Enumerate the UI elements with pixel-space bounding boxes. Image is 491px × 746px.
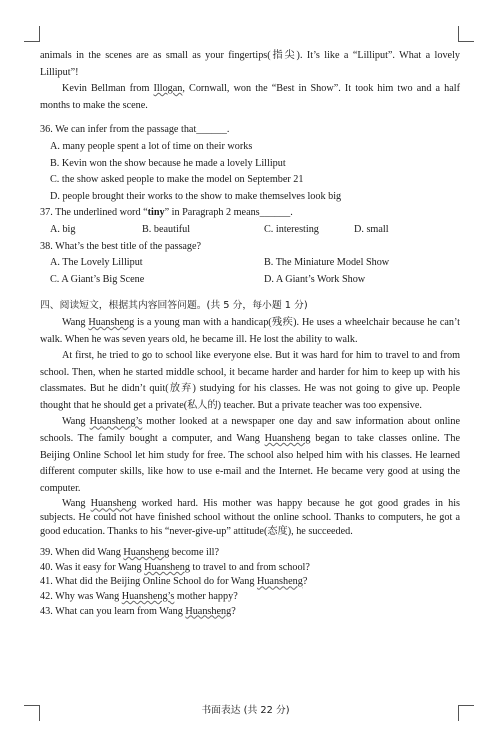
question-43: 43. What can you learn from Wang Huansheng?	[40, 605, 236, 617]
question-37-option-c: C. interesting	[264, 223, 319, 235]
passage-kevin-paragraph: Kevin Bellman from Illogan, Cornwall, won the “Best in Show”. It took him two and a half months to make the scene.	[40, 83, 461, 111]
question-37-option-b: B. beautiful	[142, 223, 191, 235]
crop-mark-top-left	[39, 26, 40, 42]
crop-mark-top-left-h	[24, 41, 40, 42]
section-4-paragraph-3: Wang Huansheng’s mother looked at a newspaper one day and saw information about online schools. The family bought a computer, and Wang Huansheng began to take classes online. The Beijing Online School let him study for free. The school also helped him with his classes. He learned different computer skills, like how to use e-mail and the Internet. He became very good at using the computer.	[40, 416, 460, 494]
crop-mark-top-right-h	[458, 41, 474, 42]
question-36-option-d: D. people brought their works to the show to make themselves look big	[50, 190, 342, 202]
question-37-options	[40, 222, 460, 239]
section-4-paragraph-2: At first, he tried to go to school like everyone else. But it was hard for him to travel to and from school. Then, when he started middle school, it became harder and harder for him to keep up with his classmates. But he didn’t quit(放弃) studying for his classes. He was not going to give up. People thought that he should get a private(私人的) teacher. But a private teacher was too expensive.	[40, 350, 460, 411]
question-38-stem: 38. What’s the best title of the passage?	[40, 240, 202, 252]
section-4-heading: 四、阅读短文，根据其内容回答问题。(共 5 分，每小题 1 分)	[40, 300, 308, 312]
section-4-paragraph-4: Wang Huansheng worked hard. His mother was happy because he got good grades in his subjects. He could not have finished school without the online school. Thanks to computers, he got a good education. Thanks to his “never-give-up” attitude(态度), he succeeded.	[40, 498, 460, 537]
question-42: 42. Why was Wang Huansheng’s mother happy?	[40, 591, 238, 602]
page-content	[40, 48, 460, 619]
question-36-option-b: B. Kevin won the show because he made a lovely Lilliput	[50, 157, 286, 169]
question-39: 39. When did Wang Huansheng become ill?	[40, 547, 220, 559]
question-41: 41. What did the Beijing Online School do for Wang Huansheng?	[40, 576, 308, 588]
question-36-option-c: C. the show asked people to make the model on September 21	[50, 174, 304, 186]
question-37-option-a: A. big	[50, 223, 76, 235]
question-37-option-d: D. small	[354, 223, 389, 235]
question-36-stem: 36. We can infer from the passage that______.	[40, 124, 230, 136]
crop-mark-top-right	[458, 26, 459, 42]
section-4-paragraph-1: Wang Huansheng is a young man with a handicap(残疾). He uses a wheelchair because he can’t walk. When he was seven years old, he became ill. He lost the ability to walk.	[40, 316, 460, 345]
question-38-option-b: B. The Miniature Model Show	[264, 257, 390, 269]
question-37-stem: 37. The underlined word “tiny” in Paragraph 2 means______.	[40, 207, 293, 219]
question-36-option-a: A. many people spent a lot of time on their works	[50, 140, 253, 152]
question-36	[40, 122, 460, 205]
question-38-option-c: C. A Giant’s Big Scene	[50, 273, 145, 285]
question-38-option-a: A. The Lovely Lilliput	[50, 257, 143, 269]
passage-end-paragraph: animals in the scenes are as small as your fingertips(指尖). It’s like a “Lilliput”. What a lovely Lilliput”!	[40, 50, 460, 78]
question-40: 40. Was it easy for Wang Huansheng to travel to and from school?	[40, 561, 310, 573]
question-37	[40, 205, 460, 238]
question-38-option-d: D. A Giant’s Work Show	[264, 273, 366, 285]
short-answer-questions	[40, 546, 460, 619]
question-38-options-row1	[40, 255, 460, 272]
question-38-options-row2	[40, 272, 460, 289]
question-38	[40, 239, 460, 289]
writing-section-footer: 书面表达 (共 22 分)	[201, 705, 290, 716]
